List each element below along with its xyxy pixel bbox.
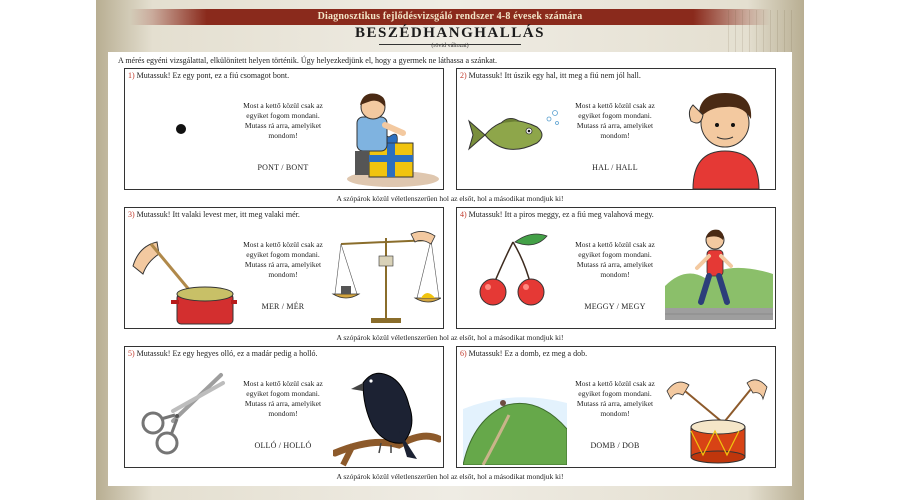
card-number: 1) [128,71,135,80]
card-title [128,71,289,80]
hill-illustration [463,369,567,465]
worksheet [96,0,804,500]
card-instruction: Most a kettő közül csak az egyiket fogom mondani. Mutass rá arra, amelyiket mondom! [243,240,323,279]
card-prompt: Mutassuk! Itt a piros meggy, ez a fiú meg valahová megy. [468,210,654,219]
intro-text: A mérés egyéni vizsgálattal, elkülönített helyen történik. Úgy helyezkedjünk el, hogy a gyermek ne láthassa a szánkat. [118,56,497,65]
card-prompt: Mutassuk! Ez egy pont, ez a fiú csomagot bont. [136,71,290,80]
balance-scale-illustration [331,228,441,328]
word-pair: PONT / BONT [257,163,309,172]
page-subtitle: (rövid változat) [431,43,469,49]
exercise-card-6 [456,346,776,468]
cherries-illustration [473,228,553,308]
card-instruction: Most a kettő közül csak az egyiket fogom mondani. Mutass rá arra, amelyiket mondom! [575,379,655,418]
scissors-illustration [137,369,227,459]
card-title [128,210,300,219]
card-instruction: Most a kettő közül csak az egyiket fogom mondani. Mutass rá arra, amelyiket mondom! [243,101,323,140]
word-pair: HAL / HALL [592,163,638,172]
left-margin [0,0,96,500]
drum-illustration [663,369,773,465]
card-number: 6) [460,349,467,358]
card-number: 5) [128,349,135,358]
header-banner: Diagnosztikus fejlődésvizsgáló rendszer 4-8 évesek számára [130,9,770,25]
fish-illustration [465,105,565,165]
card-instruction: Most a kettő közül csak az egyiket fogom mondani. Mutass rá arra, amelyiket mondom! [575,101,655,140]
word-pair: DOMB / DOB [590,441,640,450]
exercise-card-3 [124,207,444,329]
card-title [460,71,641,80]
word-pair: OLLÓ / HOLLÓ [254,441,312,450]
card-prompt: Mutassuk! Itt valaki levest mer, itt meg valaki mér. [136,210,300,219]
card-prompt: Mutassuk! Itt úszik egy hal, itt meg a fiú nem jól hall. [468,71,641,80]
card-number: 3) [128,210,135,219]
exercise-card-1 [124,68,444,190]
random-order-note: A szópárok közül véletlenszerűen hol az elsőt, hol a másodikat mondjuk ki! [336,472,564,481]
card-instruction: Most a kettő közül csak az egyiket fogom mondani. Mutass rá arra, amelyiket mondom! [575,240,655,279]
boy-listening-illustration [679,81,771,189]
word-pair: MER / MÉR [261,302,305,311]
dot-illustration [175,123,187,135]
soup-pot-ladle-illustration [129,222,237,328]
card-instruction: Most a kettő közül csak az egyiket fogom mondani. Mutass rá arra, amelyiket mondom! [243,379,323,418]
card-title [460,349,587,358]
card-prompt: Mutassuk! Ez a domb, ez meg a dob. [468,349,588,358]
exercise-card-2 [456,68,776,190]
page-title: BESZÉDHANGHALLÁS [355,25,545,41]
card-number: 2) [460,71,467,80]
boy-opening-package-illustration [333,81,441,189]
raven-on-branch-illustration [333,361,441,467]
card-title [460,210,654,219]
random-order-note: A szópárok közül véletlenszerűen hol az elsőt, hol a másodikat mondjuk ki! [336,194,564,203]
card-number: 4) [460,210,467,219]
card-title [128,349,318,358]
random-order-note: A szópárok közül véletlenszerűen hol az elsőt, hol a másodikat mondjuk ki! [336,333,564,342]
exercise-card-5 [124,346,444,468]
boy-walking-illustration [665,226,773,326]
right-margin [804,0,900,500]
card-prompt: Mutassuk! Ez egy hegyes olló, ez a madár pedig a holló. [136,349,318,358]
word-pair: MEGGY / MEGY [584,302,646,311]
exercise-card-4 [456,207,776,329]
exercise-board [108,52,792,486]
